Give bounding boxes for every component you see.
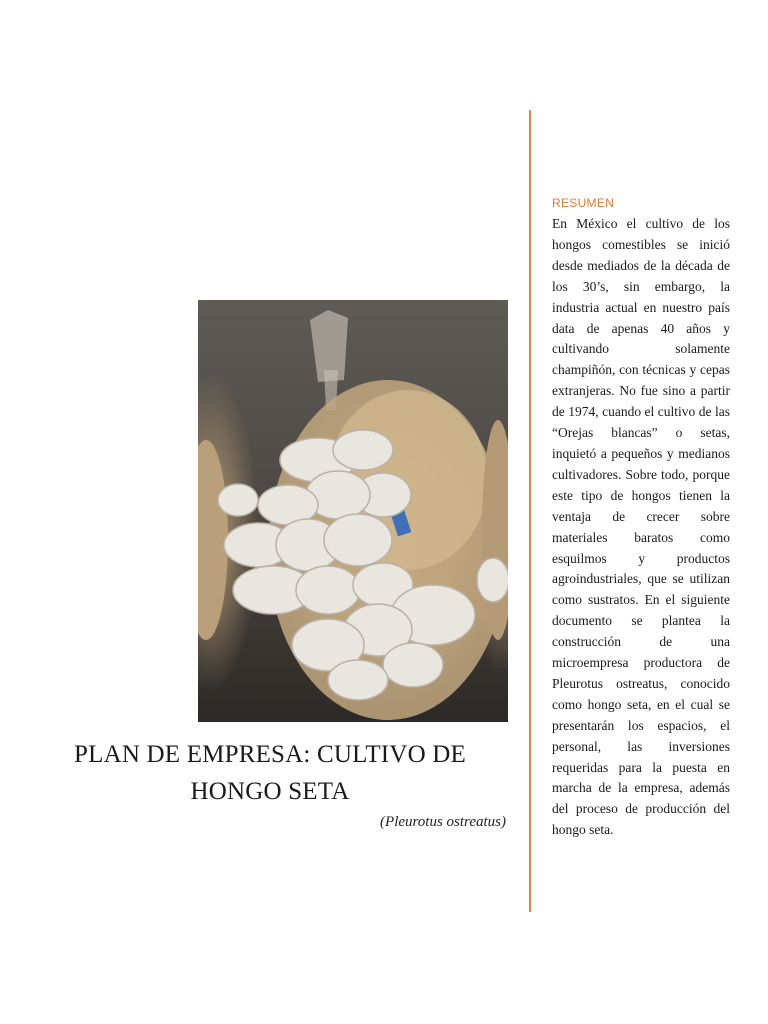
cover-photo [198, 300, 508, 722]
summary-heading: RESUMEN [552, 196, 615, 210]
vertical-divider [529, 110, 531, 912]
scientific-name: (Pleurotus ostreatus) [380, 814, 506, 830]
mushroom-illustration [198, 300, 508, 722]
document-title: PLAN DE EMPRESA: CULTIVO DE HONGO SETA [74, 741, 466, 805]
summary-body: En México el cultivo de los hongos comestibles se inició desde mediados de la década de los 30’s, sin embargo, la industria actual en nuestro país data de apenas 40 años y cultivando solamente champiñón, con técnicas y cepas extranjeras. No fue sino a partir de 1974, cuando el cultivo de las “Orejas blancas” o setas, inquietó a pequeños y medianos cultivadores. Sobre todo, porque este tipo de hongos tienen la ventaja de crecer sobre materiales baratos como esquilmos y productos agroindustriales, que se utilizan como sustratos. En el siguiente documento se plantea la construcción de una microempresa productora de Pleurotus ostreatus, conocido como hongo seta, en el cual se presentarán los espacios, el personal, las inversiones requeridas para la puesta en marcha de la empresa, además del proceso de producción del hongo seta. [552, 216, 730, 838]
